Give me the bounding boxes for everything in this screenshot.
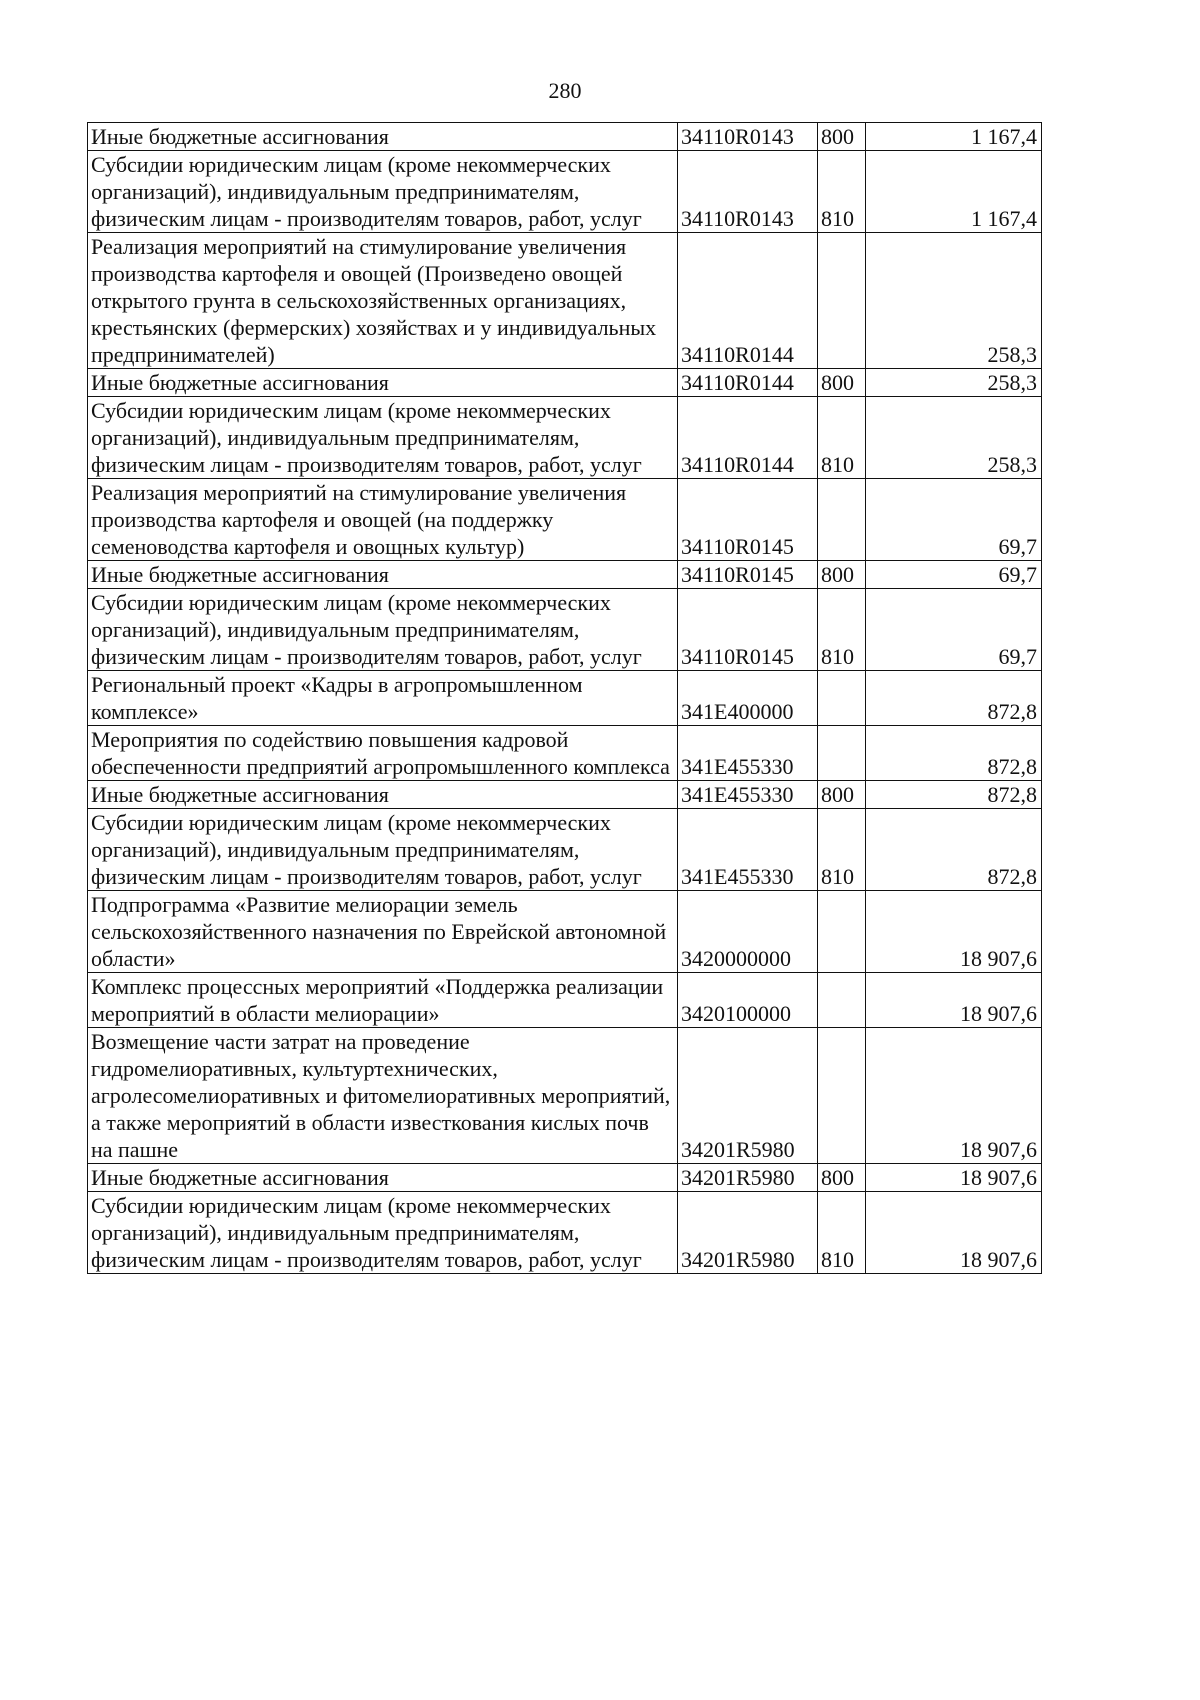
row-type-cell <box>818 973 866 1028</box>
row-code-cell: 3420000000 <box>678 891 818 973</box>
table-row <box>88 809 1042 891</box>
row-type-cell: 800 <box>818 1164 866 1192</box>
table-row <box>88 233 1042 369</box>
row-sum-cell: 18 907,6 <box>866 1028 1042 1164</box>
row-sum-cell: 872,8 <box>866 671 1042 726</box>
row-type-cell: 800 <box>818 123 866 151</box>
row-code-cell: 341E400000 <box>678 671 818 726</box>
table-row <box>88 781 1042 809</box>
row-sum-cell: 872,8 <box>866 726 1042 781</box>
row-name-cell: Субсидии юридическим лицам (кроме некоммерческих организаций), индивидуальным предпринимателям, физическим лицам - производителям товаров, работ, услуг <box>88 151 678 233</box>
row-sum-cell: 872,8 <box>866 809 1042 891</box>
row-code-cell: 341E455330 <box>678 781 818 809</box>
row-sum-cell: 18 907,6 <box>866 1164 1042 1192</box>
table-row <box>88 1164 1042 1192</box>
table-row <box>88 973 1042 1028</box>
table-row <box>88 561 1042 589</box>
table-row <box>88 671 1042 726</box>
row-name-cell: Региональный проект «Кадры в агропромышленном комплексе» <box>88 671 678 726</box>
row-type-cell: 810 <box>818 1192 866 1274</box>
budget-table-body <box>88 123 1042 1274</box>
row-type-cell: 800 <box>818 369 866 397</box>
row-sum-cell: 69,7 <box>866 561 1042 589</box>
row-code-cell: 34110R0145 <box>678 589 818 671</box>
page-number: 280 <box>548 78 582 103</box>
row-sum-cell: 18 907,6 <box>866 973 1042 1028</box>
row-name-cell: Иные бюджетные ассигнования <box>88 781 678 809</box>
row-type-cell: 810 <box>818 397 866 479</box>
row-name-cell: Возмещение части затрат на проведение гидромелиоративных, культуртехнических, агролесомелиоративных и фитомелиоративных мероприятий, а также мероприятий в области известкования кислых почв на пашне <box>88 1028 678 1164</box>
row-code-cell: 34110R0144 <box>678 233 818 369</box>
row-name-cell: Комплекс процессных мероприятий «Поддержка реализации мероприятий в области мелиорации» <box>88 973 678 1028</box>
row-type-cell: 800 <box>818 561 866 589</box>
table-row <box>88 369 1042 397</box>
row-code-cell: 34110R0145 <box>678 561 818 589</box>
row-name-cell: Иные бюджетные ассигнования <box>88 561 678 589</box>
row-sum-cell: 1 167,4 <box>866 123 1042 151</box>
row-sum-cell: 1 167,4 <box>866 151 1042 233</box>
row-code-cell: 34110R0144 <box>678 397 818 479</box>
row-code-cell: 34110R0143 <box>678 123 818 151</box>
row-name-cell: Реализация мероприятий на стимулирование увеличения производства картофеля и овощей (Произведено овощей открытого грунта в сельскохозяйственных организациях, крестьянских (фермерских) хозяйствах и у индивидуальных предпринимателей) <box>88 233 678 369</box>
row-code-cell: 34110R0145 <box>678 479 818 561</box>
row-type-cell <box>818 479 866 561</box>
row-sum-cell: 872,8 <box>866 781 1042 809</box>
table-row <box>88 589 1042 671</box>
table-row <box>88 479 1042 561</box>
row-code-cell: 34201R5980 <box>678 1028 818 1164</box>
row-name-cell: Субсидии юридическим лицам (кроме некоммерческих организаций), индивидуальным предпринимателям, физическим лицам - производителям товаров, работ, услуг <box>88 397 678 479</box>
table-row <box>88 123 1042 151</box>
row-code-cell: 341E455330 <box>678 726 818 781</box>
row-type-cell <box>818 233 866 369</box>
row-sum-cell: 69,7 <box>866 479 1042 561</box>
row-name-cell: Подпрограмма «Развитие мелиорации земель сельскохозяйственного назначения по Еврейской автономной области» <box>88 891 678 973</box>
row-code-cell: 34110R0143 <box>678 151 818 233</box>
row-code-cell: 34110R0144 <box>678 369 818 397</box>
row-code-cell: 341E455330 <box>678 809 818 891</box>
row-name-cell: Субсидии юридическим лицам (кроме некоммерческих организаций), индивидуальным предпринимателям, физическим лицам - производителям товаров, работ, услуг <box>88 809 678 891</box>
table-row <box>88 891 1042 973</box>
row-type-cell: 810 <box>818 809 866 891</box>
row-type-cell <box>818 671 866 726</box>
row-name-cell: Субсидии юридическим лицам (кроме некоммерческих организаций), индивидуальным предпринимателям, физическим лицам - производителям товаров, работ, услуг <box>88 1192 678 1274</box>
row-sum-cell: 258,3 <box>866 369 1042 397</box>
table-row <box>88 1192 1042 1274</box>
row-type-cell <box>818 891 866 973</box>
row-sum-cell: 258,3 <box>866 233 1042 369</box>
row-sum-cell: 18 907,6 <box>866 891 1042 973</box>
row-type-cell <box>818 726 866 781</box>
table-row <box>88 151 1042 233</box>
row-code-cell: 34201R5980 <box>678 1164 818 1192</box>
row-type-cell: 800 <box>818 781 866 809</box>
row-sum-cell: 258,3 <box>866 397 1042 479</box>
row-name-cell: Иные бюджетные ассигнования <box>88 369 678 397</box>
table-row <box>88 397 1042 479</box>
row-name-cell: Иные бюджетные ассигнования <box>88 123 678 151</box>
table-row <box>88 726 1042 781</box>
row-name-cell: Субсидии юридическим лицам (кроме некоммерческих организаций), индивидуальным предпринимателям, физическим лицам - производителям товаров, работ, услуг <box>88 589 678 671</box>
row-code-cell: 34201R5980 <box>678 1192 818 1274</box>
row-sum-cell: 69,7 <box>866 589 1042 671</box>
budget-table <box>87 122 1042 1274</box>
row-name-cell: Иные бюджетные ассигнования <box>88 1164 678 1192</box>
row-type-cell <box>818 1028 866 1164</box>
row-name-cell: Реализация мероприятий на стимулирование увеличения производства картофеля и овощей (на поддержку семеноводства картофеля и овощных культур) <box>88 479 678 561</box>
row-type-cell: 810 <box>818 151 866 233</box>
row-type-cell: 810 <box>818 589 866 671</box>
row-code-cell: 3420100000 <box>678 973 818 1028</box>
table-row <box>88 1028 1042 1164</box>
row-sum-cell: 18 907,6 <box>866 1192 1042 1274</box>
row-name-cell: Мероприятия по содействию повышения кадровой обеспеченности предприятий агропромышленного комплекса <box>88 726 678 781</box>
